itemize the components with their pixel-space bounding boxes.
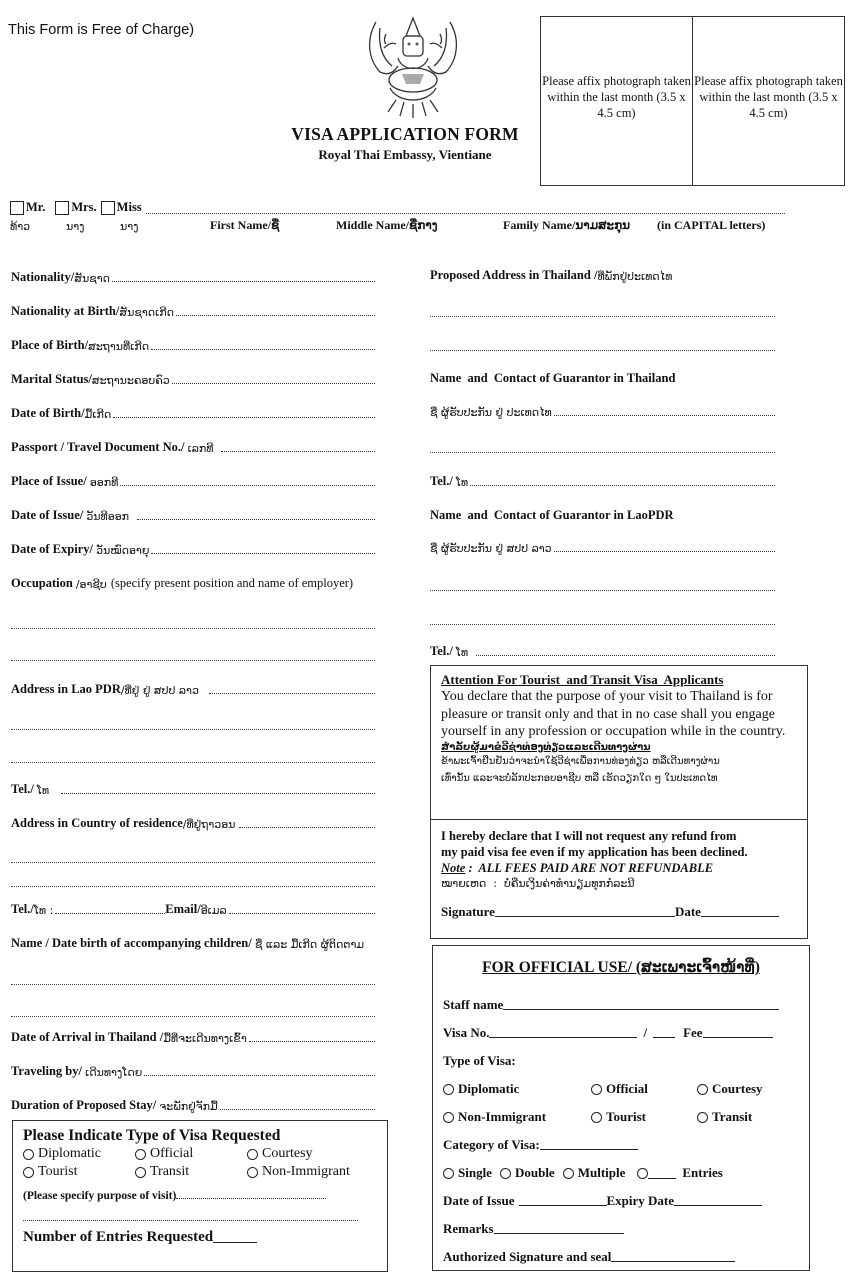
attention-lao-heading: ສຳລັບຜູ້ມາຂໍວີຊ່າທ່ອງທ່ຽວແລະເດີນທາງຜ່ານ	[441, 741, 651, 753]
middle-name-label: Middle Name/ຊື່ກາງ	[336, 218, 438, 232]
proposed-address-line-2[interactable]	[430, 350, 775, 351]
visa-number-suffix-input[interactable]	[653, 1037, 675, 1038]
first-name-label: First Name/ຊື່	[210, 218, 280, 232]
radio-icon[interactable]	[23, 1167, 34, 1178]
staff-name-field: Staff name	[443, 985, 799, 1013]
date-of-issue-input[interactable]	[137, 519, 375, 520]
children-input-line-2[interactable]	[11, 1016, 375, 1017]
date-of-birth-field: Date of Birth/ ມື້ເກີດ	[11, 406, 375, 421]
radio-icon[interactable]	[637, 1168, 648, 1179]
attention-lao-body-2: ເທົ່ານັ້ນ ແລະຈະບໍ່ລັກປະກອບອາຊີບ ຫລື ເຮັດວຽກໃດ ໆ ໃນປະເທດໄທ	[441, 772, 718, 784]
photo-box-1[interactable]: Please affix photograph taken within the last month (3.5 x 4.5 cm)	[542, 74, 691, 120]
guarantor-thailand-input[interactable]	[554, 415, 775, 416]
staff-name-input[interactable]	[503, 1009, 779, 1010]
children-input-line-1[interactable]	[11, 984, 375, 985]
occupation-input-line-2[interactable]	[11, 660, 375, 661]
marital-status-field: Marital Status/ ສະຖານະຄອບຄົວ	[11, 372, 375, 387]
visa-option-transit[interactable]: Transit	[135, 1164, 247, 1180]
mrs-lao-label: ນາງ	[66, 220, 85, 233]
occupation-field: Occupation /ອາຊີບ (specify present position and name of employer)	[11, 576, 354, 591]
proposed-address-line-1[interactable]	[430, 316, 775, 317]
place-of-birth-input[interactable]	[151, 349, 375, 350]
guarantor-lao-line-2[interactable]	[430, 590, 775, 591]
address-residence-input[interactable]	[239, 827, 375, 828]
place-of-issue-field: Place of Issue/ ອອກທີ	[11, 474, 375, 489]
date-of-expiry-field: Date of Expiry/ ວັນໝົດອາຍຸ	[11, 542, 375, 557]
title-checkbox-row	[10, 200, 785, 215]
tel-email-field: Tel./ ໂທ : Email/ ອີເມລ	[11, 902, 375, 917]
entries-requested-input[interactable]	[213, 1242, 257, 1243]
declaration-box	[430, 819, 808, 939]
guarantor-thailand-tel-input[interactable]	[470, 485, 775, 486]
form-subtitle: Royal Thai Embassy, Vientiane	[318, 147, 492, 162]
passport-number-field: Passport / Travel Document No./ ເລກທີ	[11, 440, 375, 455]
official-expiry-date-input[interactable]	[674, 1205, 762, 1206]
visa-option-non-immigrant[interactable]: Non-Immigrant	[247, 1164, 377, 1180]
occupation-input-line-1[interactable]	[11, 628, 375, 629]
visa-option-courtesy[interactable]: Courtesy	[247, 1146, 377, 1162]
declaration-line-1: I hereby declare that I will not request any refund from	[441, 829, 737, 843]
tel-residence-input[interactable]	[55, 913, 165, 914]
nationality-at-birth-field: Nationality at Birth/ ສັນຊາດເກີດ	[11, 304, 375, 319]
photo-box-2[interactable]: Please affix photograph taken within the last month (3.5 x 4.5 cm)	[692, 17, 844, 185]
nationality-field: Nationality/ ສັນຊາດ	[11, 270, 375, 285]
official-type-transit[interactable]: Transit	[697, 1109, 752, 1125]
official-visa-types-row-2	[443, 1097, 799, 1125]
marital-status-input[interactable]	[172, 383, 375, 384]
address-residence-field: Address in Country of residence /ທີ່ຢູ່ຖາວອນ	[11, 816, 375, 831]
remarks-field: Remarks	[443, 1209, 799, 1237]
official-date-of-issue-input[interactable]	[519, 1205, 607, 1206]
radio-icon[interactable]	[500, 1168, 511, 1179]
visa-request-heading: Please Indicate Type of Visa Requested	[23, 1127, 281, 1144]
place-of-birth-field: Place of Birth/ ສະຖານທີ່ເກີດ	[11, 338, 375, 353]
free-of-charge-note: This Form is Free of Charge)	[8, 22, 195, 38]
official-type-non-immigrant[interactable]: Non-Immigrant	[443, 1109, 591, 1125]
capital-letters-note: (in CAPITAL letters)	[657, 218, 766, 232]
form-title: VISA APPLICATION FORM	[291, 124, 519, 144]
visa-option-diplomatic[interactable]: Diplomatic	[23, 1146, 135, 1162]
radio-icon[interactable]	[135, 1167, 146, 1178]
signature-row: Signature Date	[441, 904, 797, 920]
photo-area	[540, 16, 845, 186]
authorized-signature-input[interactable]	[611, 1261, 735, 1262]
address-lao-pdr-line-2[interactable]	[11, 729, 375, 730]
category-multiple[interactable]: Multiple	[563, 1165, 626, 1181]
attention-body: You declare that the purpose of your visit to Thailand is for pleasure or transit only and that in no case shall you engage yourself in any profession or occupation while in the country.	[441, 689, 786, 739]
date-of-expiry-input[interactable]	[151, 553, 375, 554]
radio-icon[interactable]	[563, 1168, 574, 1179]
address-residence-line-2[interactable]	[11, 862, 375, 863]
remarks-input[interactable]	[494, 1233, 624, 1234]
refund-note-lao: ໝາຍເຫດ : ບໍ່ຄືນເງິນຄ່າທຳນຽມທຸກກໍລະນີ	[441, 877, 635, 890]
visa-type-options	[23, 1146, 377, 1180]
guarantor-lao-line-3[interactable]	[430, 624, 775, 625]
miss-checkbox[interactable]	[101, 201, 115, 215]
guarantor-lao-tel-field: Tel./ ໂທ	[430, 644, 775, 659]
purpose-of-visit-input[interactable]	[176, 1198, 326, 1199]
duration-stay-input[interactable]	[220, 1109, 375, 1110]
form-title-block	[280, 124, 530, 163]
mr-label: Mr.	[26, 200, 46, 214]
visa-request-box	[12, 1120, 388, 1272]
radio-icon[interactable]	[697, 1112, 708, 1123]
visa-number-field: Visa No. / Fee	[443, 1013, 799, 1041]
entries-requested-field: Number of Entries Requested	[23, 1229, 377, 1246]
authorized-signature-field: Authorized Signature and seal	[443, 1237, 799, 1265]
address-lao-pdr-line-3[interactable]	[11, 762, 375, 763]
address-lao-pdr-input[interactable]	[209, 693, 375, 694]
mrs-checkbox[interactable]	[55, 201, 69, 215]
custom-entries-input[interactable]	[648, 1167, 676, 1179]
radio-icon[interactable]	[247, 1149, 258, 1160]
mr-lao-label: ທ້າວ	[10, 220, 31, 233]
radio-icon[interactable]	[23, 1149, 34, 1160]
purpose-of-visit-line-2[interactable]	[23, 1220, 358, 1221]
arrival-date-input[interactable]	[249, 1041, 375, 1042]
mrs-label: Mrs.	[71, 200, 97, 214]
guarantor-lao-input[interactable]	[554, 551, 775, 552]
visa-number-input[interactable]	[489, 1037, 637, 1038]
type-of-visa-label: Type of Visa:	[443, 1053, 516, 1068]
family-name-label: Family Name/ນາມສະກຸນ	[503, 218, 631, 232]
official-use-heading: FOR OFFICIAL USE/ (ສະເພາະເຈົ້າໜ້າທີ່)	[482, 959, 760, 976]
category-single[interactable]: Single	[443, 1165, 492, 1181]
attention-box	[430, 665, 808, 820]
full-name-input[interactable]	[146, 202, 785, 214]
refund-note: Note : ALL FEES PAID ARE NOT REFUNDABLE	[441, 861, 714, 875]
issue-expiry-row: Date of Issue Expiry Date	[443, 1181, 799, 1209]
radio-icon[interactable]	[591, 1112, 602, 1123]
guarantor-thailand-heading: Name and Contact of Guarantor in Thailand	[430, 371, 676, 385]
tel-lao-field: Tel./ ໂທ	[11, 782, 375, 797]
guarantor-lao-tel-input[interactable]	[476, 655, 775, 656]
attention-lao-body-1: ຂ້າພະເຈົ້າຢືນຢັນວ່າຈະນຳໃຊ້ວີຊ່າເພື່ອການທ່ອງທ່ຽວ ຫລືເດີນທາງຜ່ານ	[441, 755, 720, 767]
category-of-visa-field: Category of Visa:	[443, 1125, 799, 1153]
radio-icon[interactable]	[443, 1084, 454, 1095]
date-of-birth-input[interactable]	[113, 417, 375, 418]
radio-icon[interactable]	[443, 1168, 454, 1179]
miss-label: Miss	[116, 200, 142, 214]
category-custom-entries[interactable]: Entries	[637, 1165, 722, 1181]
proposed-address-label: Proposed Address in Thailand / ທີ່ພັກຢູ່ປະເທດໄທ	[430, 268, 673, 283]
radio-icon[interactable]	[135, 1149, 146, 1160]
place-of-issue-input[interactable]	[120, 485, 375, 486]
fee-input[interactable]	[703, 1037, 773, 1038]
traveling-by-input[interactable]	[144, 1075, 375, 1076]
attention-heading: Attention For Tourist and Transit Visa Applicants	[441, 672, 724, 687]
official-visa-types-row-1	[443, 1069, 799, 1097]
date-of-issue-field: Date of Issue/ ວັນທີອອກ	[11, 508, 375, 523]
guarantor-thailand-line-2[interactable]	[430, 452, 775, 453]
radio-icon[interactable]	[591, 1084, 602, 1095]
tel-lao-input[interactable]	[61, 793, 375, 794]
mr-checkbox[interactable]	[10, 201, 24, 215]
signature-input[interactable]	[495, 916, 675, 917]
email-input[interactable]	[229, 913, 375, 914]
arrival-date-field: Date of Arrival in Thailand / ມື້ທີ່ຈະເດີນທາງເຂົ້າ	[11, 1030, 375, 1045]
radio-icon[interactable]	[247, 1167, 258, 1178]
duration-stay-field: Duration of Proposed Stay/ ຈະພັກຢູ່ຈັກມື້	[11, 1098, 375, 1113]
address-residence-line-3[interactable]	[11, 886, 375, 887]
official-type-tourist[interactable]: Tourist	[591, 1109, 697, 1125]
category-of-visa-input[interactable]	[540, 1149, 638, 1150]
children-field: Name / Date birth of accompanying children/ ຊື່ ແລະ ມື້ເກີດ ຜູ້ຕິດຕາມ	[11, 936, 365, 951]
entry-category-row	[443, 1153, 799, 1181]
radio-icon[interactable]	[697, 1084, 708, 1095]
official-type-courtesy[interactable]: Courtesy	[697, 1081, 763, 1097]
address-lao-pdr-field: Address in Lao PDR /ທີ່ຢູ່ ຢູ່ ສປປ ລາວ	[11, 682, 375, 697]
visa-option-tourist[interactable]: Tourist	[23, 1164, 135, 1180]
miss-lao-label: ນາງ	[120, 220, 139, 233]
guarantor-thailand-tel-field: Tel./ ໂທ	[430, 474, 775, 489]
official-use-box	[432, 945, 810, 1271]
radio-icon[interactable]	[443, 1112, 454, 1123]
official-type-diplomatic[interactable]: Diplomatic	[443, 1081, 591, 1097]
category-double[interactable]: Double	[500, 1165, 555, 1181]
guarantor-lao-heading: Name and Contact of Guarantor in LaoPDR	[430, 508, 674, 522]
nationality-input[interactable]	[112, 281, 375, 282]
visa-option-official[interactable]: Official	[135, 1146, 247, 1162]
guarantor-thailand-field: ຊື່ ຜູ້ຮັບປະກັນ ຢູ່ ປະເທດໄທ	[430, 406, 775, 419]
declaration-line-2: my paid visa fee even if my application has been declined.	[441, 845, 748, 859]
signature-date-input[interactable]	[701, 916, 779, 917]
guarantor-lao-field: ຊື່ ຜູ້ຮັບປະກັນ ຢູ່ ສປປ ລາວ	[430, 542, 775, 555]
nationality-at-birth-input[interactable]	[176, 315, 375, 316]
passport-number-input[interactable]	[221, 451, 375, 452]
garuda-emblem-icon	[358, 14, 468, 122]
purpose-of-visit-field: (Please specify purpose of visit)	[23, 1190, 377, 1202]
traveling-by-field: Traveling by/ ເດີນທາງໂດຍ	[11, 1064, 375, 1079]
official-type-official[interactable]: Official	[591, 1081, 697, 1097]
